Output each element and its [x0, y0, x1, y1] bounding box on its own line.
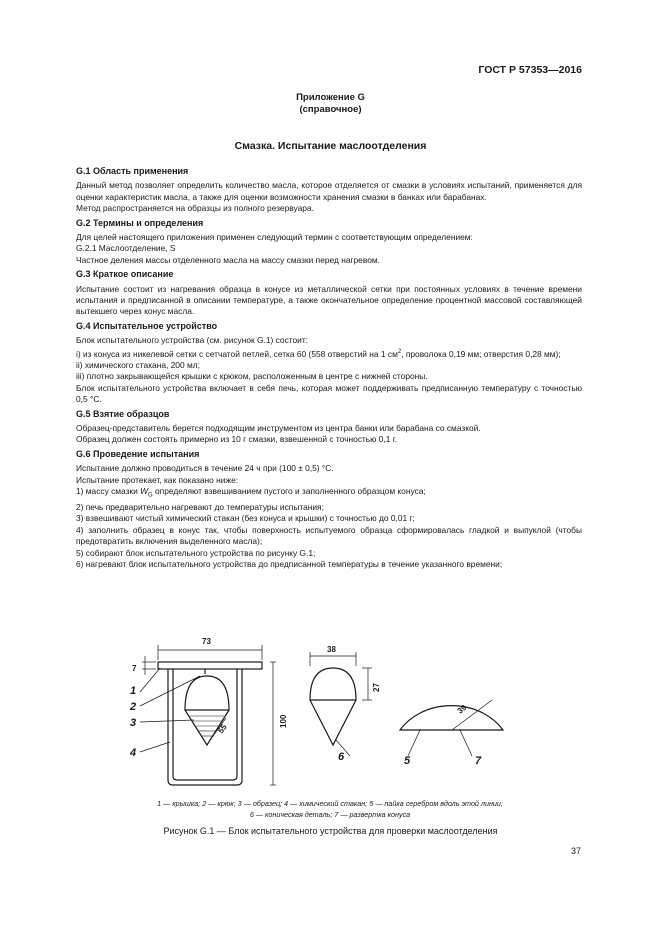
section-heading-g3: G.3 Краткое описание [76, 269, 174, 280]
label-7: 7 [475, 755, 482, 767]
paragraph: Образец-представитель берется подходящим инструментом из центра банки или барабана со смазкой. [76, 422, 481, 433]
paragraph: Блок испытательного устройства (см. рисунок G.1) состоит: [76, 335, 309, 346]
list-text: определяют взвешиванием пустого и заполненного образцом конуса; [152, 485, 426, 496]
standard-number: ГОСТ Р 57353—2016 [478, 64, 582, 76]
section-heading-g4: G.4 Испытательное устройство [76, 320, 218, 331]
apparatus-figure [100, 630, 540, 795]
figure-legend [80, 798, 580, 820]
list-item: ii) химического стакана, 200 мл; [76, 359, 200, 370]
list-item: 6) нагревают блок испытательного устройства до предписанной температуры в течение указанного времени; [76, 559, 503, 570]
label-4: 4 [130, 747, 137, 759]
annex-note: (справочное) [299, 104, 362, 115]
section-heading-g1: G.1 Область применения [76, 166, 189, 176]
paragraph: Для целей настоящего приложения применен следующий термин с соответствующим определением: [76, 232, 473, 243]
variable: W [140, 485, 149, 496]
dim-7: 7 [132, 664, 137, 673]
list-text: i) из конуса из никелевой сетки с сетчатой петлей, сетка 60 (558 отверстий на 1 см [76, 348, 398, 359]
list-item: 3) взвешивают чистый химический стакан (без конуса и крышки) с точностью до 0,01 г; [76, 513, 415, 524]
paragraph: Испытание протекает, как показано ниже: [76, 474, 239, 485]
annex-title: Приложение G [296, 92, 365, 103]
paragraph: Метод распространяется на образцы из полного резервуара. [76, 203, 314, 214]
page-number: 37 [570, 846, 581, 856]
dim-27: 27 [372, 683, 381, 692]
label-2: 2 [130, 701, 137, 713]
paragraph: Данный метод позволяет определить количество масла, которое отделяется от смазки в условиях испытаний, применяется для оценки характеристик масла, а также для оценки возможности хранения смазки в банках или барабанах. [76, 180, 582, 202]
figure-caption: Рисунок G.1 — Блок испытательного устройства для проверки маслоотделения [163, 826, 498, 836]
section-heading-g2: G.2 Термины и определения [76, 217, 204, 228]
list-item: 4) заполнить образец в конус так, чтобы поверхность испытуемого образца сформировалась гладкой и выпуклой (чтобы предотвратить включения выделенного масла); [76, 524, 582, 547]
subscript: G [148, 492, 153, 499]
list-text: 1) массу смазки [76, 485, 141, 496]
section-heading-g6: G.6 Проведение испытания [76, 448, 200, 459]
cone-development [400, 706, 503, 730]
paragraph: Блок испытательного устройства включает в себя печь, которая может поддерживать предписанную температуру с точностью 0,5 °С. [76, 382, 582, 405]
paragraph: Испытание должно проводиться в течение 24 ч при (100 ± 0,5) °С. [76, 463, 334, 474]
dim-100: 100 [279, 714, 288, 728]
list-item [76, 347, 582, 360]
section-heading-g5: G.5 Взятие образцов [76, 408, 170, 419]
document-title: Смазка. Испытание маслоотделения [234, 140, 427, 152]
label-1: 1 [130, 685, 137, 697]
lid [158, 662, 262, 669]
annex-heading [0, 92, 661, 116]
definition: Частное деления массы отделенного масла на массу смазки перед нагревом. [76, 254, 380, 265]
label-6: 6 [338, 751, 345, 763]
label-3: 3 [130, 717, 137, 729]
dim-55: 55 [216, 722, 229, 736]
paragraph: Образец должен состоять примерно из 10 г смазки, взвешенной с точностью 0,1 г. [76, 434, 398, 445]
list-item [76, 486, 582, 502]
list-item: iii) плотно закрывающейся крышки с крюком, расположенным в центре с нижней стороны. [76, 371, 428, 382]
legend-line: 1 — крышка; 2 — крюк; 3 — образец; 4 — химический стакан; 5 — пайка серебром вдоль этой линии; [157, 799, 503, 808]
document-body [76, 163, 582, 570]
list-text: , проволока 0,19 мм; отверстия 0,28 мм); [401, 348, 561, 359]
dim-73: 73 [202, 637, 211, 646]
superscript: 2 [397, 348, 402, 355]
term: G.2.1 Маслоотделение, S [76, 243, 176, 254]
list-item: 2) печь предварительно нагревают до температуры испытания; [76, 502, 324, 513]
dim-38: 38 [327, 645, 336, 654]
mesh-cone [185, 676, 229, 710]
legend-line: 6 — коническая деталь; 7 — развертка конуса [249, 810, 411, 819]
dim-39: 39 [455, 703, 469, 716]
list-item: 5) собирают блок испытательного устройства по рисунку G.1; [76, 547, 316, 558]
paragraph: Испытание состоит из нагревания образца в конусе из металлической сетки при постоянных условиях в течение времени испытания и предписанной в описании температуре, а также окончательное определение процентной массовой составляющей вытекшего через конус масла. [76, 283, 582, 317]
label-5: 5 [404, 755, 411, 767]
cone-detail [310, 668, 356, 700]
